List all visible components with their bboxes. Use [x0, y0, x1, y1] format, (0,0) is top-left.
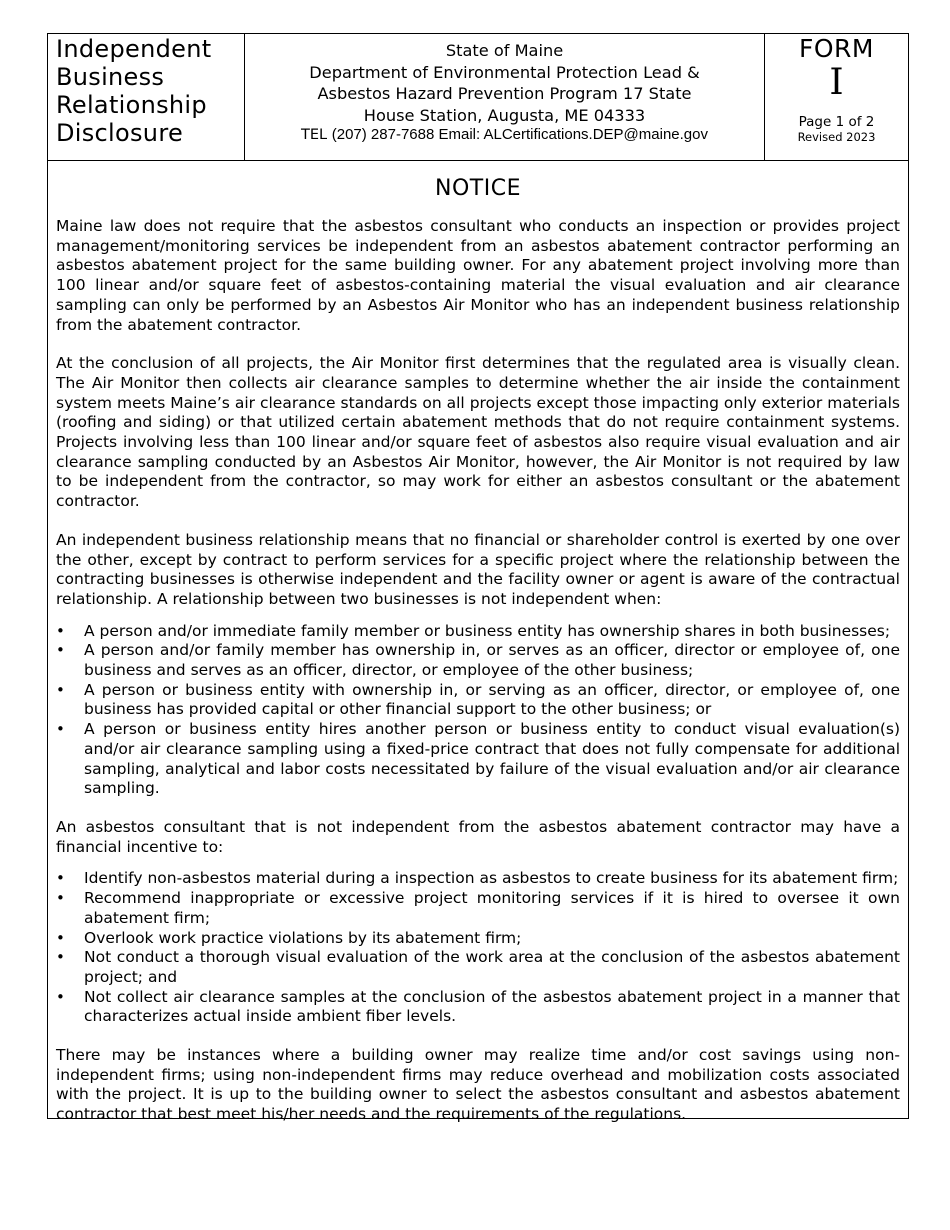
form-word: FORM — [799, 34, 874, 63]
bullet-icon: • — [56, 621, 65, 640]
contact-line — [245, 126, 764, 144]
list-item: • Overlook work practice violations by its abatement firm; — [56, 928, 522, 947]
bullet-icon: • — [56, 680, 65, 699]
bullet-icon: • — [56, 641, 65, 660]
notice-paragraph: There may be instances where a building owner may realize time and/or cost savings using non-independent firms; using non-independent firms may reduce overhead and mobilization costs associated with the project. It is up to the building owner to select the asbestos consultant and asbestos abatement contractor that best meet his/her needs and the requirements of the regulations. — [56, 1046, 900, 1124]
notice-heading: NOTICE — [435, 176, 521, 201]
revision-date: Revised 2023 — [797, 130, 876, 144]
list-item: • A person and/or family member has ownership in, or serves as an officer, director or employee of, one business and serves as an officer, director, or employee of the other business; — [56, 641, 900, 680]
bullet-icon: • — [56, 928, 65, 947]
disclosure-form — [47, 33, 909, 1124]
agency-line: Asbestos Hazard Prevention Program 17 State — [317, 84, 692, 103]
list-item: • Recommend inappropriate or excessive project monitoring services if it is hired to oversee it own abatement firm; — [56, 889, 900, 927]
incentive-list — [56, 869, 900, 1027]
form-letter: I — [829, 62, 844, 103]
bullet-icon: • — [56, 869, 65, 888]
form-header — [48, 34, 908, 161]
bullet-icon: • — [56, 987, 65, 1006]
agency-line: State of Maine — [445, 41, 564, 60]
bullet-icon: • — [56, 948, 65, 967]
agency-line: House Station, Augusta, ME 04333 — [363, 105, 646, 125]
list-item: • Not collect air clearance samples at the conclusion of the asbestos abatement project in a manner that characterizes actual inside ambient fiber levels. — [56, 987, 900, 1026]
agency-address — [245, 34, 765, 160]
notice-paragraph: At the conclusion of all projects, the Air Monitor first determines that the regulated area is visually clean. The Air Monitor then collects air clearance samples to determine whether the air inside the containment system meets Maine’s air clearance standards on all projects except those impacting only exterior materials (roofing and siding) or that utilized certain abatement methods that do not require containment systems. Projects involving less than 100 linear and/or square feet of asbestos also require visual evaluation and air clearance sampling conducted by an Asbestos Air Monitor, however, the Air Monitor is not required by law to be independent from the contractor, so may work for either an asbestos consultant or the abatement contractor. — [56, 354, 900, 511]
list-item: • A person or business entity with ownership in, or serving as an officer, director, or employee of, one business has provided capital or other financial support to the other business; or — [56, 680, 900, 719]
form-id-box — [765, 34, 908, 160]
list-item: • A person and/or immediate family member or business entity has ownership shares in both businesses; — [56, 621, 891, 640]
tel-label: TEL — [301, 127, 328, 143]
bullet-icon: • — [56, 889, 65, 908]
form-title-line: Business — [56, 63, 165, 91]
form-title — [48, 34, 245, 160]
list-item: • Identify non-asbestos material during a inspection as asbestos to create business for its abatement firm; — [56, 869, 899, 888]
agency-line: Department of Environmental Protection Lead & — [309, 62, 700, 82]
bullet-icon: • — [56, 720, 65, 739]
form-title-line: Disclosure — [56, 119, 184, 147]
notice-paragraph: Maine law does not require that the asbestos consultant who conducts an inspection or provides project management/monitoring services be independent from an asbestos abatement contractor performing an asbestos abatement project for the same building owner. For any abatement project involving more than 100 linear and/or square feet of asbestos-containing material the visual evaluation and air clearance sampling can only be performed by an Asbestos Air Monitor who has an independent business relationship from the abatement contractor. — [56, 217, 900, 334]
tel-email: (207) 287-7688 Email: ALCertifications.DEP@maine.gov — [331, 126, 708, 143]
page-number: Page 1 of 2 — [798, 114, 875, 130]
independence-criteria-list — [56, 622, 900, 799]
notice-paragraph: An asbestos consultant that is not independent from the asbestos abatement contractor may have a financial incentive to: — [56, 817, 900, 856]
form-title-line: Independent — [56, 35, 212, 63]
list-item: • A person or business entity hires another person or business entity to conduct visual evaluation(s) and/or air clearance sampling using a fixed-price contract that does not fully compensate for additional sampling, analytical and labor costs necessitated by failure of the visual evaluation and/or air clearance sampling. — [56, 720, 900, 798]
list-item: • Not conduct a thorough visual evaluation of the work area at the conclusion of the asbestos abatement project; and — [56, 948, 900, 986]
notice-paragraph: An independent business relationship means that no financial or shareholder control is exerted by one over the other, except by contract to perform services for a specific project where the relationship between the contracting businesses is otherwise independent and the facility owner or agent is aware of the contractual relationship. A relationship between two businesses is not independent when: — [56, 530, 900, 608]
notice-body — [48, 175, 908, 1125]
form-title-line: Relationship — [56, 91, 207, 119]
